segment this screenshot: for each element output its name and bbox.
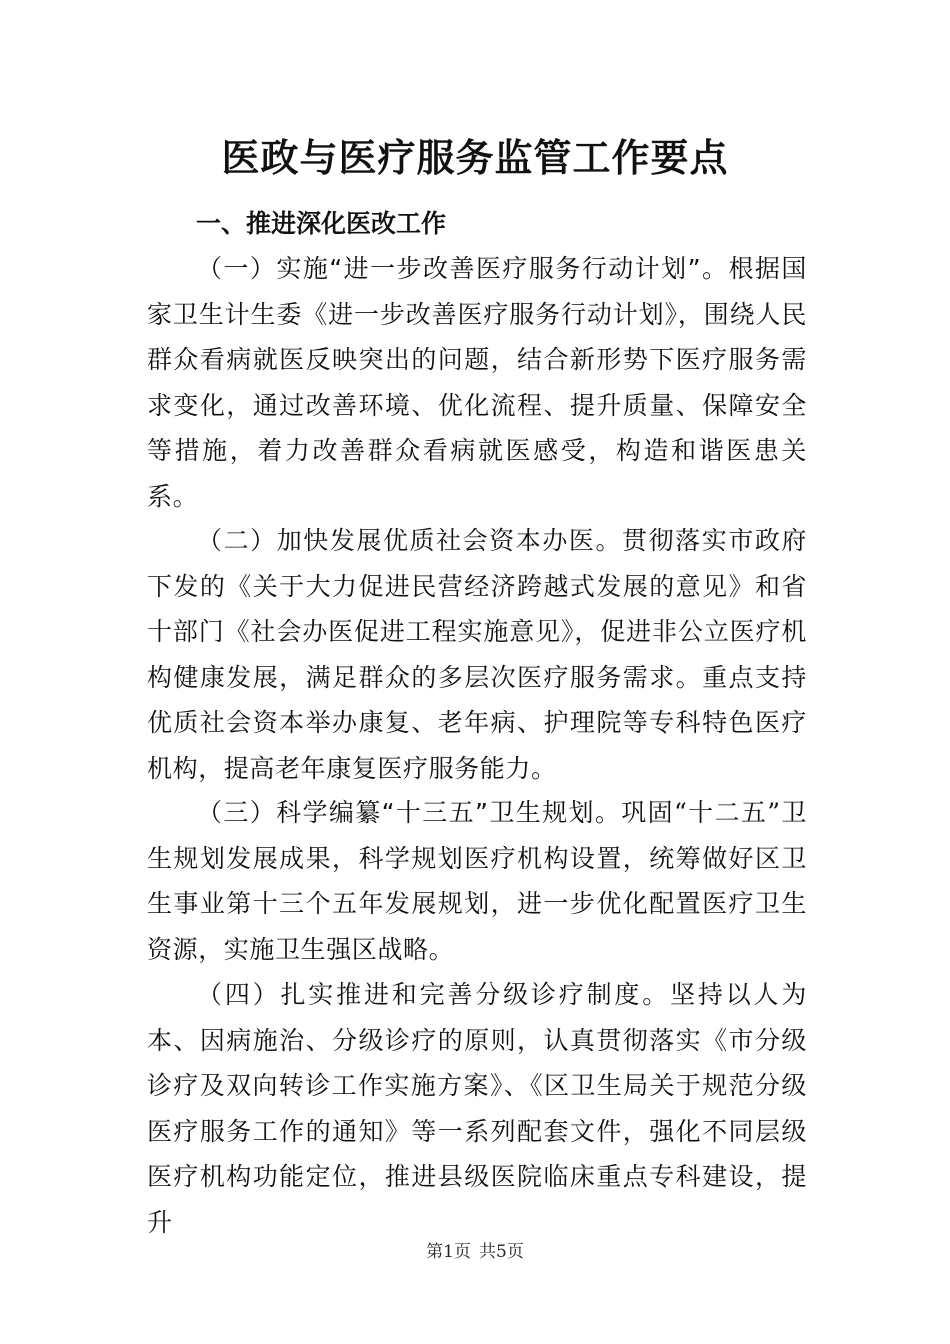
page-footer [0,1240,950,1264]
paragraph-4-lead: （四）扎实推进和完善分级诊疗制度。 [197,980,671,1009]
paragraph-2 [147,518,807,791]
paragraph-3 [147,790,807,972]
page-total: 共5页 [479,1242,524,1262]
paragraph-2-lead: （二）加快发展优质社会资本办医。 [197,526,623,555]
paragraph-1-text: 根据国家卫生计生委《进一步改善医疗服务行动计划》，围绕人民群众看病就医反映突出的问题，结合新形势下医疗服务需求变化，通过改善环境、优化流程、提升质量、保障安全等措施，着力改善群众看病就医感受，构造和谐医患关系。 [147,254,807,511]
paragraph-3-text: 巩固“十二五”卫生规划发展成果，科学规划医疗机构设置，统筹做好区卫生事业第十三个五年发展规划，进一步优化配置医疗卫生资源，实施卫生强区战略。 [147,798,807,964]
paragraph-1-lead: （一）实施“进一步改善医疗服务行动计划”。 [197,254,729,283]
paragraph-4 [147,972,807,1245]
document-title: 医政与医疗服务监管工作要点 [221,135,729,180]
paragraph-2-text: 贯彻落实市政府下发的《关于大力促进民营经济跨越式发展的意见》和省十部门《社会办医促进工程实施意见》，促进非公立医疗机构健康发展，满足群众的多层次医疗服务需求。重点支持优质社会资本举办康复、老年病、护理院等专科特色医疗机构，提高老年康复医疗服务能力。 [147,526,807,783]
paragraph-3-lead: （三）科学编纂“十三五”卫生规划。 [197,798,622,827]
section-heading: 一、推进深化医改工作 [196,209,447,238]
page-number: 第1页 [426,1242,471,1262]
paragraph-4-text: 坚持以人为本、因病施治、分级诊疗的原则，认真贯彻落实《市分级诊疗及双向转诊工作实施方案》、《区卫生局关于规范分级医疗服务工作的通知》等一系列配套文件，强化不同层级医疗机构功能定位，推进县级医院临床重点专科建设，提升 [147,980,807,1237]
paragraph-1 [147,246,807,519]
